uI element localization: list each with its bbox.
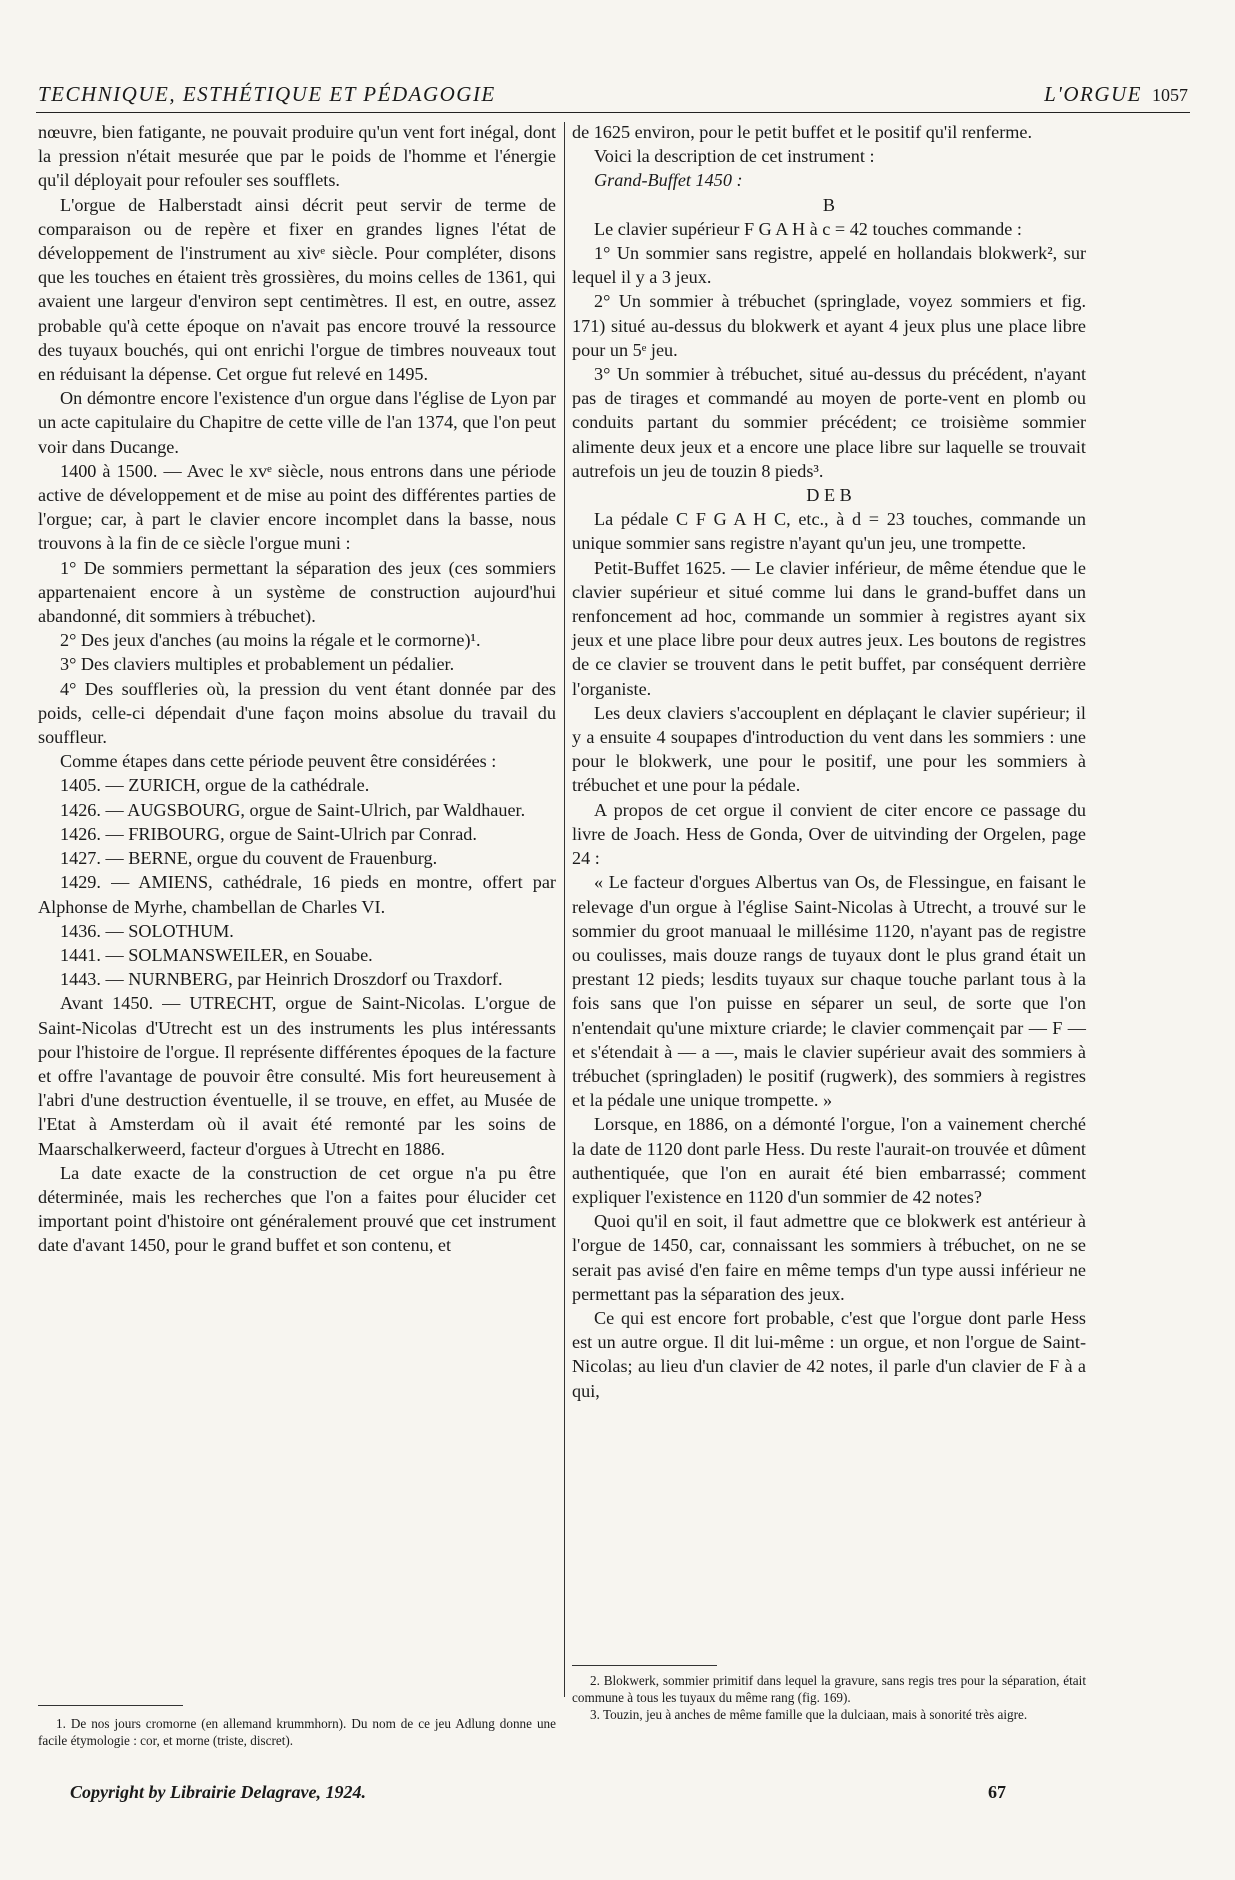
chronology-item: 1436. — SOLOTHUM. <box>60 920 234 941</box>
paragraph: Lorsque, en 1886, on a démonté l'orgue, l'on a vainement cherché la date de 1120 dont parle Hess. Du reste l'aurait-on trouvée et dûment authentiquée, que l'on en aurait été bien embarrassé; comment expliquer l'existence en 1120 d'un sommier de 42 notes? <box>572 1114 1086 1207</box>
paragraph: Voici la description de cet instrument : <box>594 146 875 167</box>
chronology-item: 1443. — NURNBERG, par Heinrich Droszdorf ou Traxdorf. <box>60 969 503 990</box>
paragraph: On démontre encore l'existence d'un orgue dans l'église de Lyon par un acte capitulaire du Chapitre de cette ville de l'an 1374, que l'on peut voir dans Ducange. <box>38 388 556 457</box>
column-divider <box>564 122 565 1697</box>
paragraph: Ce qui est encore fort probable, c'est que l'orgue dont parle Hess est un autre orgue. Il dit lui-même : un orgue, et non l'orgue de Saint-Nicolas; au lieu d'un clavier de 42 notes, il parle d'un clavier de F à a qui, <box>572 1307 1086 1401</box>
paragraph: nœuvre, bien fatigante, ne pouvait produire qu'un vent fort inégal, dont la pression n'était mesurée que par le poids de l'homme et l'énergie qu'il déployait pour refouler ses soufflets. <box>38 122 556 191</box>
paragraph: Petit-Buffet 1625. — Le clavier inférieur, de même étendue que le clavier supérieur et situé comme lui dans le grand-buffet dans un renfoncement ad hoc, commande un sommier à registres ayant six jeux et une place libre pour deux autres jeux. Les boutons de registres de ce clavier se trouvent dans le petit buffet, par conséquent derrière l'organiste. <box>572 557 1086 699</box>
folio-number: 67 <box>988 1782 1006 1802</box>
chronology-item: 1427. — BERNE, orgue du couvent de Frauenburg. <box>60 848 438 869</box>
subheading: Grand-Buffet 1450 : <box>594 170 743 191</box>
running-header <box>38 78 1188 108</box>
paragraph: Quoi qu'il en soit, il faut admettre que ce blokwerk est antérieur à l'orgue de 1450, car, connaissant les sommiers à trébuchet, on ne se serait pas avisé d'en faire en même temps d'un type aussi inférieur ne permettant pas la séparation des jeux. <box>572 1211 1086 1304</box>
footnote: 1. De nos jours cromorne (en allemand krummhorn). Du nom de ce jeu Adlung donne une facile étymologie : cor, et morne (triste, discret). <box>38 1716 556 1748</box>
paragraph: Comme étapes dans cette période peuvent être considérées : <box>60 751 497 772</box>
footnotes-left <box>38 1715 556 1749</box>
paragraph: Le clavier supérieur F G A H à c = 42 touches commande : <box>594 218 1022 239</box>
right-column <box>572 120 1086 1680</box>
list-item: 3° Des claviers multiples et probablement un pédalier. <box>60 654 455 675</box>
paragraph: Avant 1450. — UTRECHT, orgue de Saint-Nicolas. L'orgue de Saint-Nicolas d'Utrecht est un des instruments les plus intéressants pour l'histoire de l'orgue. Il représente différentes époques de la facture et offre l'avantage de pouvoir être consulté. Mis fort heureusement à l'abri d'une destruction éventuelle, il se trouve, en effet, au Musée de l'Etat à Amsterdam où il avait été remonté par les soins de Maarschalkerweerd, facteur d'orgues à Utrecht en 1886. <box>38 993 556 1159</box>
chronology-item: 1426. — AUGSBOURG, orgue de Saint-Ulrich, par Waldhauer. <box>60 799 526 820</box>
footnote: 2. Blokwerk, sommier primitif dans lequel la gravure, sans regis tres pour la séparation, était commune à tous les tuyaux du même rang (fig. 169). <box>572 1673 1086 1705</box>
footnotes-right <box>572 1672 1086 1723</box>
list-item: 3° Un sommier à trébuchet, situé au-dessus du précédent, n'ayant pas de tirages et commandé au moyen de porte-vent en plomb ou conduits partant du sommier précédent; ce troisième sommier alimente deux jeux et a encore une place libre sur laquelle se trouvait autrefois un jeu de touzin 8 pieds³. <box>572 364 1086 481</box>
chronology-item: 1405. — ZURICH, orgue de la cathédrale. <box>60 775 370 796</box>
note-label: D E B <box>806 485 852 506</box>
list-item: 1° De sommiers permettant la séparation des jeux (ces sommiers appartenaient encore à un système de construction aujourd'hui abandonné, dit sommiers à trébuchet). <box>38 557 556 627</box>
chronology-item: 1426. — FRIBOURG, orgue de Saint-Ulrich par Conrad. <box>60 823 477 844</box>
copyright-line: Copyright by Librairie Delagrave, 1924. <box>70 1782 366 1802</box>
left-column <box>38 120 556 1695</box>
header-section-title: TECHNIQUE, ESTHÉTIQUE ET PÉDAGOGIE <box>38 82 496 106</box>
paragraph: de 1625 environ, pour le petit buffet et le positif qu'il renferme. <box>572 122 1033 142</box>
footnote-rule <box>572 1665 717 1666</box>
list-item: 2° Des jeux d'anches (au moins la régale et le cormorne)¹. <box>60 630 481 651</box>
header-rule <box>36 112 1190 113</box>
list-item: 1° Un sommier sans registre, appelé en hollandais blokwerk², sur lequel il y a 3 jeux. <box>572 243 1086 288</box>
list-item: 2° Un sommier à trébuchet (springlade, voyez sommiers et fig. 171) situé au-dessus du blokwerk et ayant 4 jeux plus une place libre pour un 5ᵉ jeu. <box>572 291 1086 360</box>
header-chapter <box>1044 82 1188 107</box>
paragraph: Les deux claviers s'accouplent en déplaçant le clavier supérieur; il y a ensuite 4 soupapes d'introduction du vent dans les sommiers : une pour le blokwerk, une pour le positif, une pour les sommiers à trébuchet et une pour la pédale. <box>572 702 1086 796</box>
footnote: 3. Touzin, jeu à anches de même famille que la dulciaan, mais à sonorité très aigre. <box>590 1707 1028 1722</box>
chronology-item: 1441. — SOLMANSWEILER, en Souabe. <box>60 944 373 965</box>
footnote-rule <box>38 1705 183 1706</box>
chronology-item: 1429. — AMIENS, cathédrale, 16 pieds en montre, offert par Alphonse de Myrhe, chambellan de Charles VI. <box>38 872 556 917</box>
list-item: 4° Des souffleries où, la pression du vent étant donnée par des poids, celle-ci dépendait d'une façon moins absolue du travail du souffleur. <box>38 678 556 748</box>
paragraph: 1400 à 1500. — Avec le xvᵉ siècle, nous entrons dans une période active de développement et de mise au point des différentes parties de l'orgue; car, à part le clavier encore incomplet dans la basse, nous trouvons à la fin de ce siècle l'orgue muni : <box>38 460 556 554</box>
paragraph: La date exacte de la construction de cet orgue n'a pu être déterminée, mais les recherches que l'on a faites pour élucider cet important point d'histoire ont généralement prouvé que cet instrument date d'avant 1450, pour le grand buffet et son contenu, et <box>38 1162 556 1256</box>
quotation: « Le facteur d'orgues Albertus van Os, de Flessingue, en faisant le relevage d'un orgue à l'église Saint-Nicolas à Utrecht, a trouvé sur le sommier du groot manuaal le millésime 1120, n'ayant pas de registre ou coulisses, mais douze rangs de tuyaux dont le plus grand était un prestant 12 pieds; lesdits tuyaux sur chaque touche parlant tous à la fois sans que l'on puisse en séparer un seul, de sorte que l'on n'entendait qu'une mixture criarde; le clavier commençait par — F — et s'étendait à — a —, mais le clavier supérieur avait des sommiers à trébuchet (springladen) le positif (rugwerk), des sommiers à registres et la pédale une unique trompette. » <box>572 872 1086 1111</box>
paragraph: L'orgue de Halberstadt ainsi décrit peut servir de terme de comparaison ou de repère et fixer en grandes lignes l'état de développement de l'instrument au xivᵉ siècle. Pour compléter, disons que les touches en étaient très grossières, du moins celles de 1361, qui avaient une largeur d'environ sept centimètres. Il est, en outre, assez probable qu'à cette époque on n'avait pas encore trouvé la ressource des tuyaux bouchés, qui ont enrichi l'orgue de timbres nouveaux tout en réduisant la dépense. Cet orgue fut relevé en 1495. <box>38 194 556 385</box>
paragraph: A propos de cet orgue il convient de citer encore ce passage du livre de Joach. Hess de Gonda, Over de uitvinding der Orgelen, page 24 : <box>572 799 1086 869</box>
note-label: B <box>822 194 836 215</box>
paragraph: La pédale C F G A H C, etc., à d = 23 touches, commande un unique sommier sans registre n'ayant qu'un jeu, une trompette. <box>572 509 1086 554</box>
header-page-number: 1057 <box>1152 85 1188 105</box>
header-chapter-title: L'ORGUE <box>1044 82 1142 106</box>
